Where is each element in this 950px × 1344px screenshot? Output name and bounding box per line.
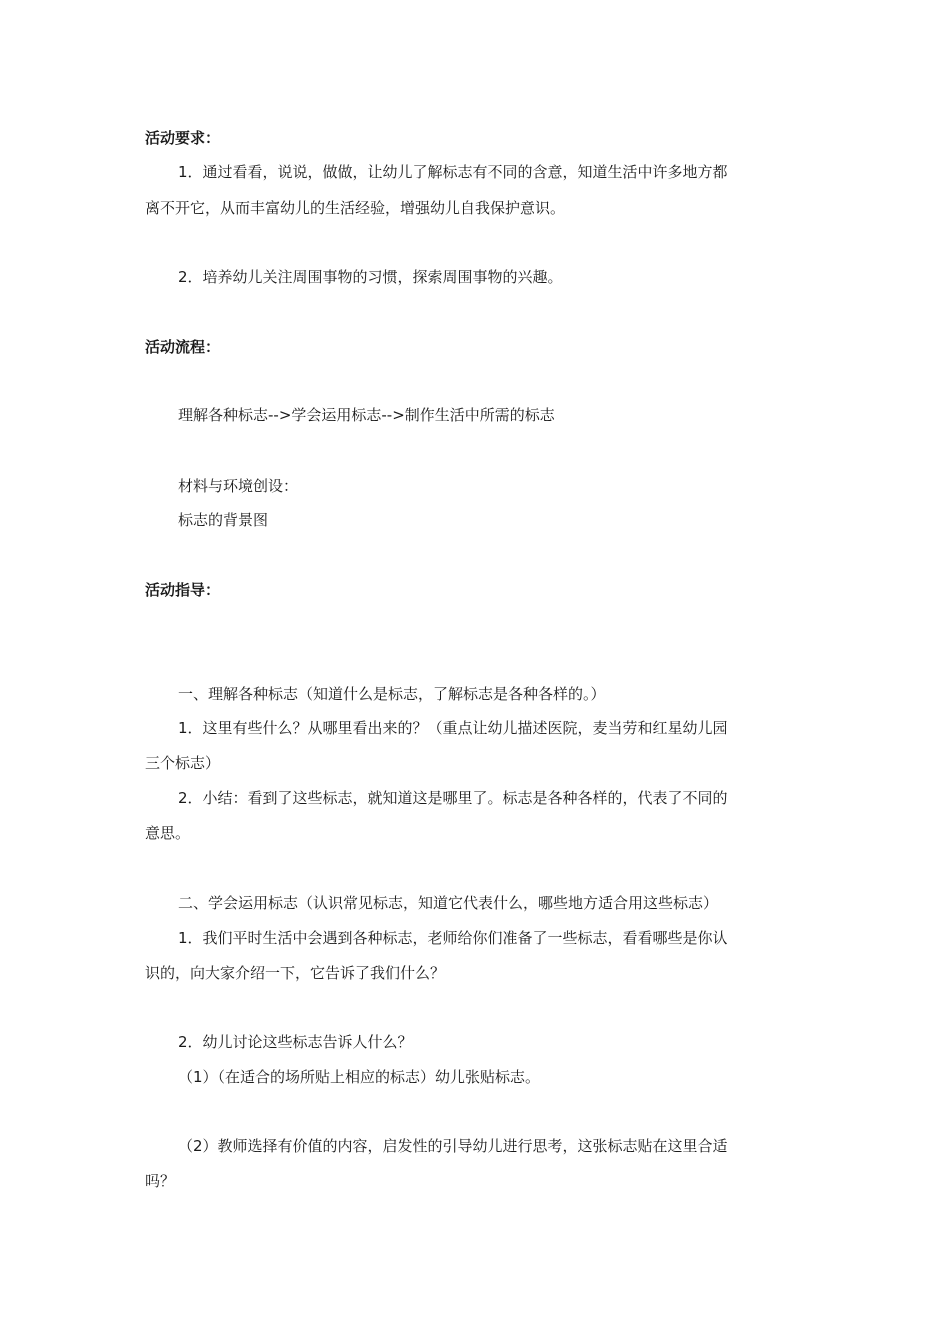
materials-text: 标志的背景图 xyxy=(178,511,269,529)
requirement-item-2: 2．培养幼儿关注周围事物的习惯，探索周围事物的兴趣。 xyxy=(178,268,563,286)
flow-heading: 活动流程： xyxy=(145,338,221,356)
part-2-title: 二、学会运用标志（认识常见标志，知道它代表什么，哪些地方适合用这些标志） xyxy=(178,894,719,912)
part-1-item-1-line-2: 三个标志） xyxy=(145,754,221,772)
flow-steps: 理解各种标志-->学会运用标志-->制作生活中所需的标志 xyxy=(178,406,555,424)
guidance-heading: 活动指导： xyxy=(145,581,221,599)
requirement-item-1-line-1: 1．通过看看，说说，做做，让幼儿了解标志有不同的含意，知道生活中许多地方都 xyxy=(178,163,728,181)
part-1-title: 一、理解各种标志（知道什么是标志，了解标志是各种各样的。） xyxy=(178,685,606,703)
part-2-item-1-line-2: 识的，向大家介绍一下，它告诉了我们什么？ xyxy=(145,964,446,982)
part-2-sub-1: （1）（在适合的场所贴上相应的标志）幼儿张贴标志。 xyxy=(178,1068,541,1086)
part-2-sub-2-line-1: （2）教师选择有价值的内容，启发性的引导幼儿进行思考，这张标志贴在这里合适 xyxy=(178,1137,728,1155)
part-2-item-2: 2．幼儿讨论这些标志告诉人什么？ xyxy=(178,1033,413,1051)
part-2-item-1-line-1: 1．我们平时生活中会遇到各种标志，老师给你们准备了一些标志，看看哪些是你认 xyxy=(178,929,728,947)
part-1-item-1-line-1: 1．这里有些什么？从哪里看出来的？（重点让幼儿描述医院，麦当劳和红星幼儿园 xyxy=(178,719,728,737)
part-1-item-2-line-1: 2．小结：看到了这些标志，就知道这是哪里了。标志是各种各样的，代表了不同的 xyxy=(178,789,728,807)
requirement-item-1-line-2: 离不开它，从而丰富幼儿的生活经验，增强幼儿自我保护意识。 xyxy=(145,199,566,217)
part-2-sub-2-line-2: 吗？ xyxy=(145,1172,176,1190)
materials-label: 材料与环境创设： xyxy=(178,477,299,495)
part-1-item-2-line-2: 意思。 xyxy=(145,824,191,842)
requirements-heading: 活动要求： xyxy=(145,129,221,147)
